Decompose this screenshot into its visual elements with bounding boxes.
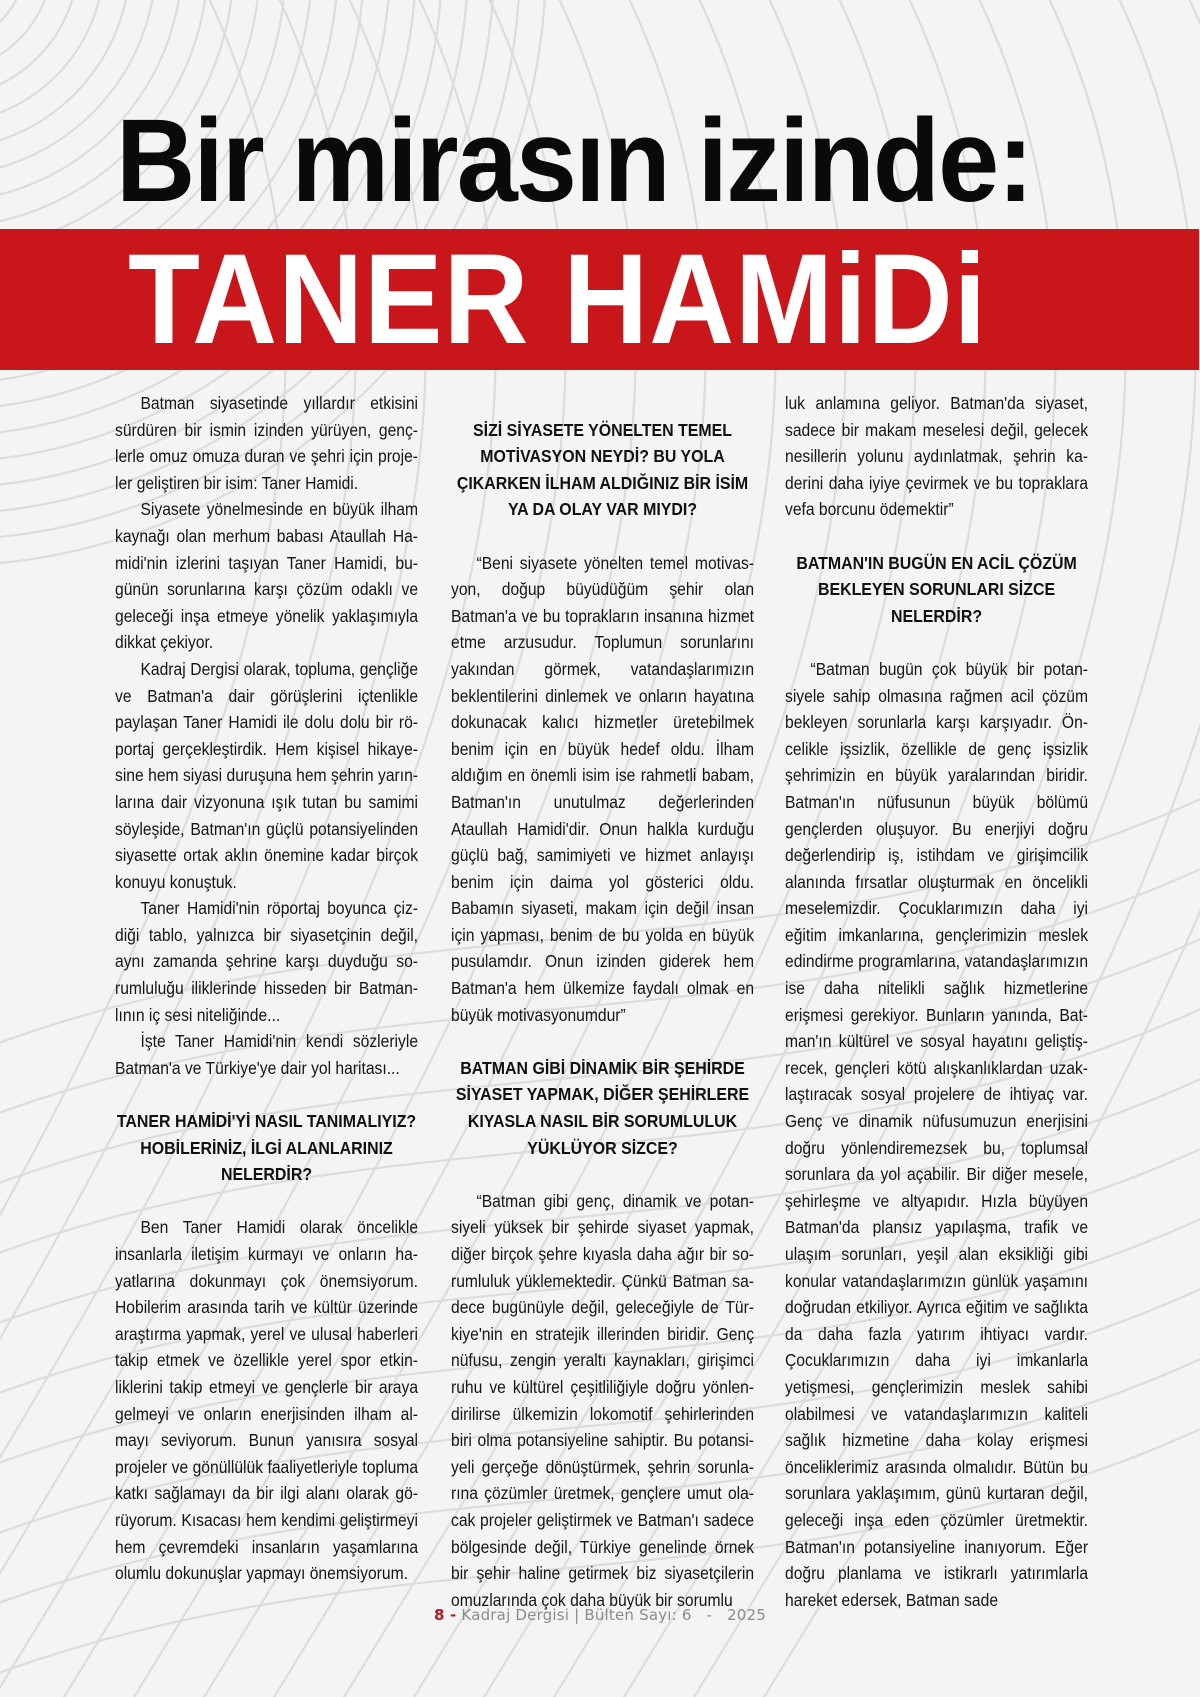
- interview-question: BATMAN'IN BUGÜN EN ACİL ÇÖZÜM BEKLEYEN SORUNLARI SİZCE NELERDİR?: [796, 552, 1077, 626]
- publication-year: 2025: [727, 1606, 767, 1624]
- interview-answer: “Beni siyasete yönelten temel motivasyon, doğup büyüdüğüm şehir olan Batman'a ve bu toprakların insanına hizmet etme arzusudur. Toplumun sorunlarını yakından görmek, vatandaşlarımızın beklentilerini dinlemek ve onların hayatına dokunacak kalıcı hizmetler üretebilmek benim için en büyük hedef oldu. İlham aldığım en önemli isim ise rahmetli babam, Batman'ın unutulmaz değerlerinden Ataullah Hamidi'dir. Onun halkla kurduğu güçlü bağ, samimiyeti ve hizmet anlayışı benim için daima yol gösterici oldu. Babamın siyaseti, makam için değil insan için yapması, benim de bu yolda en büyük pusulamdır. Onun izinden giderek hem Batman'a hem ülkemize faydalı olmak en büyük motivasyonumdur”: [451, 552, 755, 1025]
- interview-answer: Ben Taner Hamidi olarak öncelikle insanlarla iletişim kurmayı ve onların hayatlarına dokunmayı çok önemsiyorum. Hobilerim arasında tarih ve kültür üzerinde araştırma yapmak, yerel ve ulusal haberleri takip etmek ve özellikle yerel spor etkinliklerini takip etmeyi ve gençlerle bir araya gelmeyi ve onların enerjisinden ilham almayı seviyorum. Bunun yanısıra sosyal projeler ve gönüllülük faaliyetleriyle topluma katkı sağlamayı da bir ilgi alanı olarak görüyorum. Kısacası hem kendimi geliştirmeyi hem çevremdeki insanların yaşamlarına olumlu dokunuşlar yapmayı önemsiyorum.: [115, 1217, 419, 1584]
- page-number: 8 -: [433, 1606, 457, 1624]
- footer-separator: -: [706, 1606, 713, 1624]
- interview-answer: “Batman bugün çok büyük bir potansiyele sahip olmasına rağmen acil çözüm bekleyen sorunlarla karşı karşıyadır. Öncelikle işsizlik, özellikle de genç işsizlik şehrimizin en büyük yaralarından biridir. Batman'ın nüfusunun büyük bölümü gençlerden oluşuyor. Bu enerjiyi doğru değerlendirip iş, istihdam ve girişimcilik alanında fırsatlar oluşturmak en öncelikli meselemizdir. Çocuklarımızın daha iyi eğitim imkanlarına, gençlerimizin meslek edindirme programlarına, vatandaşlarımızın ise daha nitelikli sağlık hizmetlerine erişmesi gerekiyor. Bunların yanında, Batman'ın kültürel ve sosyal hayatını geliştişrecek, gençleri kötü alışkanlıklardan uzaklaştıracak sosyal projelere de ihtiyaç var. Genç ve dinamik nüfusumuzun enerjisini doğru yönlendiremezsek bu, toplumsal sorunlara da yol açabilir. Bir diğer mesele, şehirleşme ve altyapıdır. Hızla büyüyen Batman'da plansız yapılaşma, trafik ve ulaşım sorunları, yeşil alan eksikliği gibi konular vatandaşlarımızın günlük yaşamını doğrudan etkiliyor. Ayrıca eğitim ve sağlıkta da daha fazla yatırım ihtiyacı vardır. Çocuklarımızın daha iyi imkanlarla yetişmesi, gençlerimizin meslek sahibi olabilmesi ve vatandaşlarımızın kaliteli sağlık hizmetine daha kolay erişmesi önceliklerimiz arasında olmalıdır. Bütün bu sorunlara yaklaşımım, günü kurtaran değil, geleceği inşa eden çözümler üretmektir. Batman'ın potansiyeline inanıyorum. Eğer doğru planlama ve istikrarlı yatırımlarla hareket edersek, Batman sade: [785, 658, 1089, 1610]
- interview-answer-continued: luk anlamına geliyor. Batman'da siyaset, sadece bir makam meselesi değil, gelecek nesillerin yolunu aydınlatmak, şehrin kaderini daha iyiye çevirmek ve bu topraklara vefa borcunu ödemektir”: [785, 393, 1089, 520]
- page-footer: [0, 1606, 1200, 1624]
- interview-answer: “Batman gibi genç, dinamik ve potansiyeli yüksek bir şehirde siyaset yapmak, diğer birçok şehre kıyasla daha ağır bir sorumluluk yüklemektedir. Çünkü Batman sadece bugünüyle değil, geleceğiyle de Türkiye'nin en stratejik illerinden biridir. Genç nüfusu, zengin yeraltı kaynakları, girişimci ruhu ve kültürel çeşitliliğiyle doğru yönlendirilirse ülkemizin lokomotif şehirlerinden biri olma potansiyeline sahiptir. Bu potansiyeli gerçeğe dönüştürmek, şehrin sorunlarına çözümler üretmek, gençlere umut olacak projeler geliştirmek ve Batman'ı sadece bölgesinde değil, Türkiye genelinde örnek bir şehir haline getirmek biz siyasetçilerin omuzlarında çok daha büyük bir sorumlu: [451, 1190, 755, 1610]
- intro-paragraph: Kadraj Dergisi olarak, topluma, gençliğe ve Batman'a dair görüşlerini içtenlikle paylaşan Taner Hamidi ile dolu dolu bir röportaj gerçekleştirdik. Hem kişisel hikayesine hem siyasi duruşuna hem şehrin yarınlarına dair vizyonuna ışık tutan bu samimi söyleşide, Batman'ın güçlü potansiyelinden siyasette ortak aklın önemine kadar birçok konuyu konuştuk.: [115, 658, 419, 892]
- article-column-3: [785, 390, 1088, 1613]
- article-title: Bir mirasın izinde:: [116, 95, 1032, 227]
- intro-paragraph: Taner Hamidi'nin röportaj boyunca çizdiği tablo, yalnızca bir siyasetçinin değil, aynı zamanda şehrine karşı duyduğu sorumluluğu iliklerinde hisseden bir Batmanlının iç sesi niteliğinde...: [115, 898, 419, 1025]
- article-column-1: [115, 390, 418, 1587]
- publication-name: Kadraj Dergisi | Bülten Sayı: 6: [461, 1606, 692, 1624]
- interview-question: SİZİ SİYASETE YÖNELTEN TEMEL MOTİVASYON NEYDİ? BU YOLA ÇIKARKEN İLHAM ALDIĞINIZ BİR İSİM YA DA OLAY VAR MIYDI?: [456, 419, 749, 520]
- interview-question: BATMAN GİBİ DİNAMİK BİR ŞEHİRDE SİYASET YAPMAK, DİĞER ŞEHİRLERE KIYASLA NASIL BİR SORUMLULUK YÜKLÜYOR SİZCE?: [455, 1057, 750, 1158]
- article-subject-name: TANER HAMiDi: [128, 228, 988, 371]
- article-column-2: [451, 390, 754, 1613]
- interview-question: TANER HAMİDİ'Yİ NASIL TANIMALIYIZ? HOBİLERİNİZ, İLGİ ALANLARINIZ NELERDİR?: [116, 1111, 417, 1185]
- intro-paragraph: Siyasete yönelmesinde en büyük ilham kaynağı olan merhum babası Ataullah Hamidi'nin izlerini taşıyan Taner Hamidi, bugünün sorunlarına karşı çözüm odaklı ve geleceği inşa etmeye yönelik yaklaşımıyla dikkat çekiyor.: [115, 499, 419, 653]
- intro-paragraph: Batman siyasetinde yıllardır etkisini sürdüren bir ismin izinden yürüyen, gençlerle omuz omuza duran ve şehri için projeler geliştiren bir isim: Taner Hamidi.: [115, 393, 419, 493]
- intro-paragraph: İşte Taner Hamidi'nin kendi sözleriyle Batman'a ve Türkiye'ye dair yol haritası...: [115, 1031, 419, 1078]
